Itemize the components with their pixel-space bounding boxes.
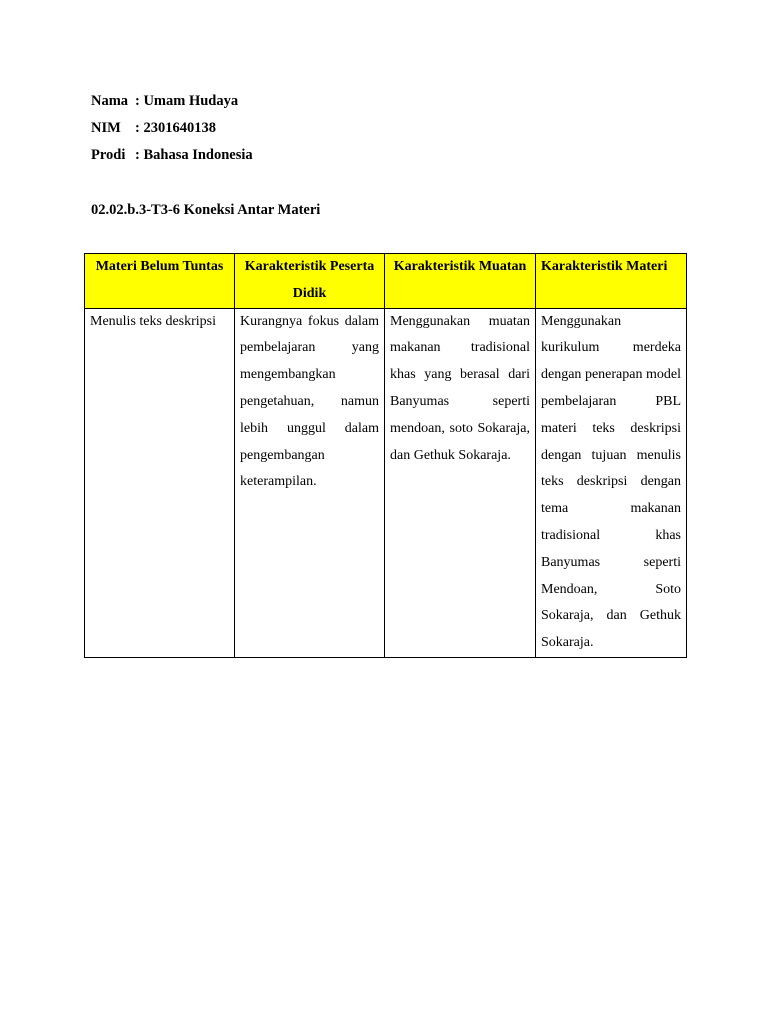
name-value: : Umam Hudaya [135,93,239,109]
nim-value: : 2301640138 [135,120,216,136]
document-title: 02.02.b.3-T3-6 Koneksi Antar Materi [91,202,321,218]
name-row [91,91,253,118]
student-info [91,91,253,172]
nim-row [91,118,253,145]
name-label: Nama [91,93,129,109]
prodi-label: Prodi [91,147,126,163]
header-karakteristik-materi: Karakteristik Materi [536,254,687,309]
cell-materi-belum-tuntas: Menulis teks deskripsi [85,308,235,657]
header-materi-belum-tuntas: Materi Belum Tuntas [85,254,235,309]
materi-table [84,253,687,658]
table-row [85,308,687,657]
cell-karakteristik-muatan: Menggunakan muatan makanan tradisional khas yang berasal dari Banyumas seperti mendoan, soto Sokaraja, dan Gethuk Sokaraja. [385,308,536,657]
header-karakteristik-muatan: Karakteristik Muatan [385,254,536,309]
cell-karakteristik-peserta-didik: Kurangnya fokus dalam pembelajaran yang mengembangkan pengetahuan, namun lebih unggul dalam pengembangan keterampilan. [235,308,385,657]
prodi-value: : Bahasa Indonesia [135,147,253,163]
prodi-row [91,145,253,172]
header-karakteristik-peserta-didik: Karakteristik Peserta Didik [235,254,385,309]
nim-label: NIM [91,120,121,136]
table-header-row [85,254,687,309]
cell-karakteristik-materi: Menggunakan kurikulum merdeka dengan penerapan model pembelajaran PBL materi teks deskripsi dengan tujuan menulis teks deskripsi dengan tema makanan tradisional khas Banyumas seperti Mendoan, Soto Sokaraja, dan Gethuk Sokaraja. [536,308,687,657]
